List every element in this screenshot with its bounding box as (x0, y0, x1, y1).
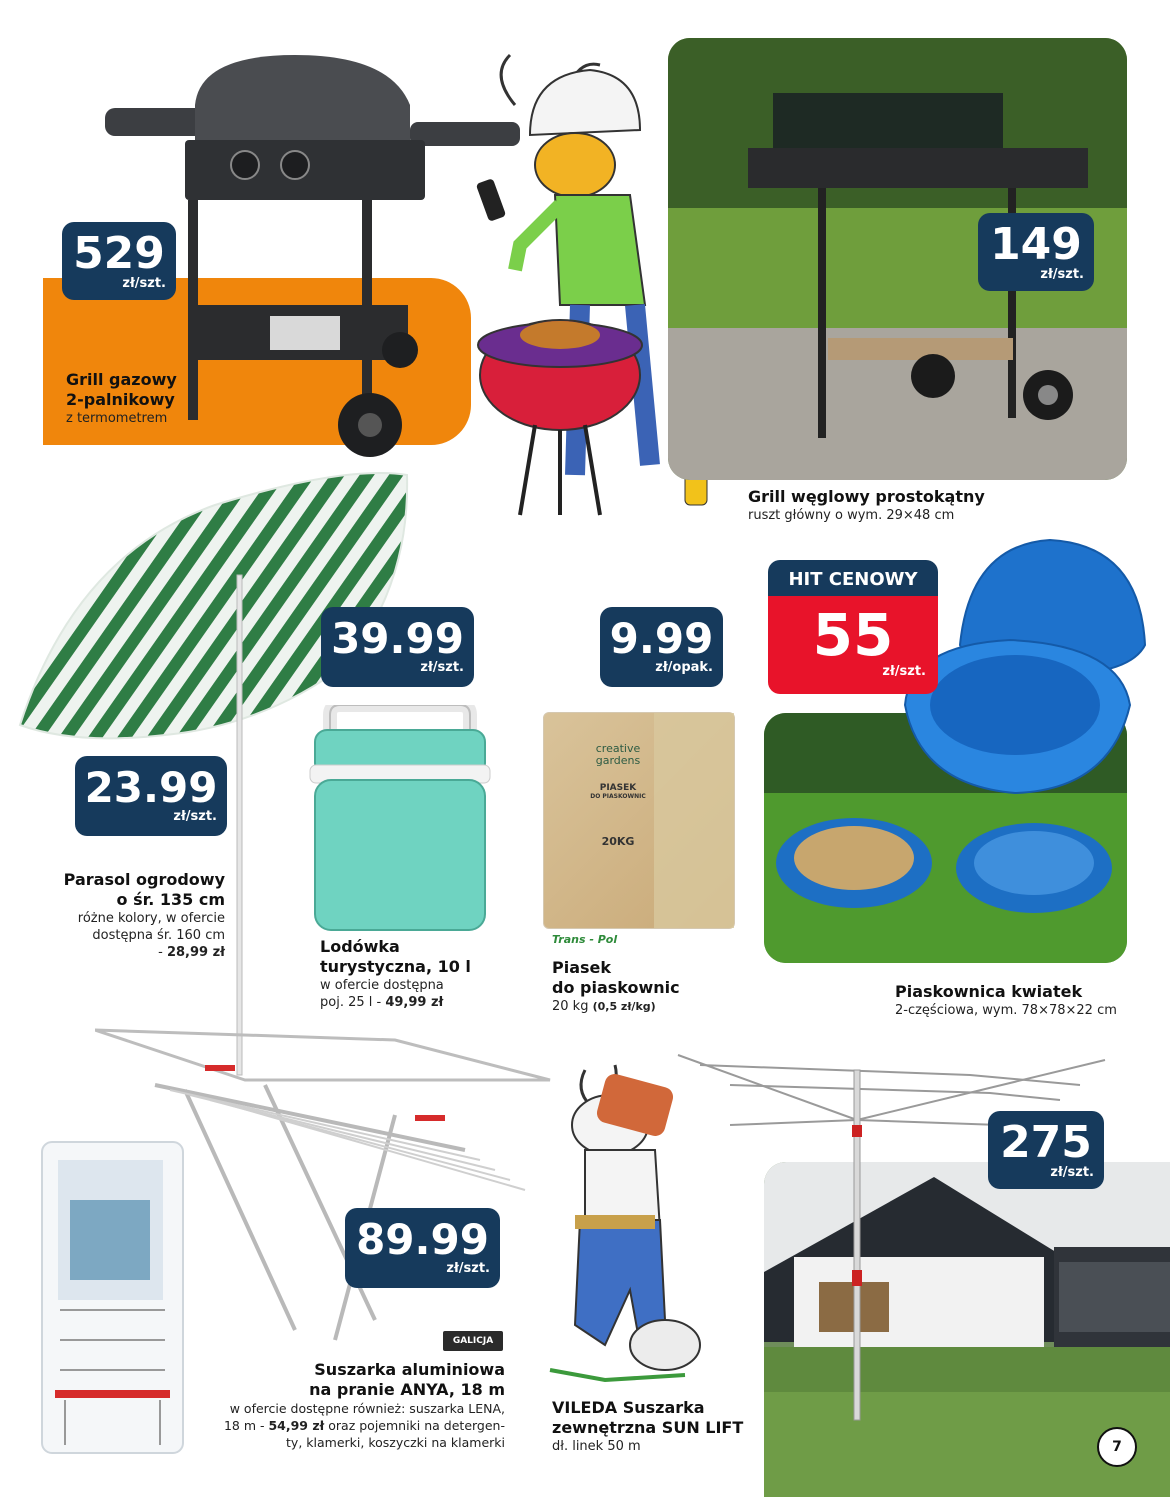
vileda-rotary-dryer-image (670, 1045, 1115, 1425)
hit-cenowy-badge (768, 560, 938, 694)
charcoal-grill-unit: zł/szt. (1040, 267, 1084, 282)
cooler-caption (320, 937, 471, 1011)
vileda-title-1: VILEDA Suszarka (552, 1398, 705, 1417)
dryer-anya-title-1: Suszarka aluminiowa (314, 1360, 505, 1379)
charcoal-grill-price: 149 (990, 219, 1082, 270)
galicja-logo: GALICJA (443, 1331, 503, 1351)
sandbox-unit: zł/szt. (882, 664, 926, 679)
vileda-price: 275 (1000, 1117, 1092, 1168)
cooler-price-tag (321, 607, 474, 687)
sand-bag-label-2: DO PIASKOWNIC (590, 793, 646, 800)
cooler-alt-price: 49,99 zł (385, 995, 444, 1010)
cooler-price: 39.99 (331, 614, 464, 663)
charcoal-grill-desc: ruszt główny o wym. 29×48 cm (748, 508, 955, 523)
parasol-title-2: o śr. 135 cm (116, 890, 225, 909)
gas-grill-title-1: Grill gazowy (66, 370, 177, 389)
sand-unit-price: (0,5 zł/kg) (592, 1000, 656, 1013)
dryer-anya-image (95, 1020, 555, 1350)
gas-grill-price: 529 (73, 228, 165, 279)
gas-grill-caption (66, 370, 177, 427)
vileda-desc: dł. linek 50 m (552, 1439, 641, 1454)
sand-bag-brand-1: creative (595, 742, 641, 755)
parasol-unit: zł/szt. (173, 809, 217, 824)
gas-grill-price-tag (62, 222, 176, 300)
sandbox-title: Piaskownica kwiatek (895, 982, 1083, 1001)
cooler-desc-1: w ofercie dostępna (320, 978, 444, 993)
dryer-anya-desc-2 (190, 1417, 505, 1434)
parasol-desc-1: różne kolory, w ofercie (77, 911, 225, 926)
cooler-title-2: turystyczna, 10 l (320, 957, 471, 976)
sand-desc (552, 998, 680, 1015)
trans-pol-logo: Trans - Pol (552, 933, 618, 946)
sand-caption (552, 958, 680, 1015)
gas-grill-unit: zł/szt. (122, 276, 166, 291)
sandbox-caption (895, 982, 1117, 1019)
hit-cenowy-label: HIT CENOWY (768, 560, 938, 596)
sand-unit: zł/opak. (655, 660, 713, 675)
vileda-price-tag (988, 1111, 1104, 1189)
dryer-anya-desc-3: ty, klamerki, koszyczki na klamerki (286, 1435, 505, 1450)
cooler-unit: zł/szt. (420, 660, 464, 675)
sand-price-tag (600, 607, 723, 687)
gas-grill-title-2: 2-palnikowy (66, 390, 175, 409)
sandbox-price: 55 (812, 601, 894, 669)
dryer-anya-price: 89.99 (356, 1215, 489, 1264)
vileda-title-2: zewnętrzna SUN LIFT (552, 1418, 744, 1437)
parasol-desc-3 (20, 944, 225, 961)
charcoal-grill-price-tag (978, 213, 1094, 291)
sand-bag-weight: 20KG (601, 835, 635, 848)
charcoal-grill-caption (748, 487, 985, 524)
cooler-desc-2 (320, 994, 471, 1011)
parasol-price: 23.99 (84, 763, 218, 812)
sand-bag-label-1: PIASEK (599, 783, 637, 793)
sand-title-2: do piaskownic (552, 978, 680, 997)
cooler-desc-2-prefix: poj. 25 l - (320, 995, 386, 1010)
vileda-caption (552, 1398, 743, 1455)
sand-bag-brand-2: gardens (595, 754, 641, 767)
dryer-anya-unit: zł/szt. (446, 1261, 490, 1276)
dryer-anya-desc-1: w ofercie dostępne również: suszarka LENA, (229, 1401, 505, 1416)
sand-price: 9.99 (609, 614, 714, 663)
sand-title-1: Piasek (552, 958, 612, 977)
parasol-desc-2: dostępna śr. 160 cm (92, 928, 225, 943)
dryer-anya-price-tag (345, 1208, 500, 1288)
dryer-lena-price: 54,99 zł (268, 1418, 325, 1433)
parasol-desc-3-prefix: - (158, 945, 167, 960)
parasol-title-1: Parasol ogrodowy (63, 870, 225, 889)
vileda-unit: zł/szt. (1050, 1165, 1094, 1180)
dryer-anya-caption (190, 1360, 505, 1451)
parasol-alt-price: 28,99 zł (166, 945, 225, 960)
page-number: 7 (1097, 1427, 1137, 1467)
dryer-anya-desc-2-prefix: 18 m - (223, 1418, 269, 1433)
dryer-anya-desc-2-suffix: oraz pojemniki na detergen- (324, 1418, 505, 1433)
dryer-anya-title-2: na pranie ANYA, 18 m (309, 1380, 505, 1399)
sand-bag-image (543, 712, 735, 929)
cooler-title-1: Lodówka (320, 937, 400, 956)
gas-grill-desc: z termometrem (66, 411, 168, 426)
parasol-caption (20, 870, 225, 961)
parasol-price-tag (75, 756, 227, 836)
charcoal-grill-title: Grill węglowy prostokątny (748, 487, 985, 506)
cooler-image (300, 705, 500, 935)
sandbox-desc: 2-częściowa, wym. 78×78×22 cm (895, 1003, 1117, 1018)
sand-desc-weight: 20 kg (552, 999, 593, 1014)
